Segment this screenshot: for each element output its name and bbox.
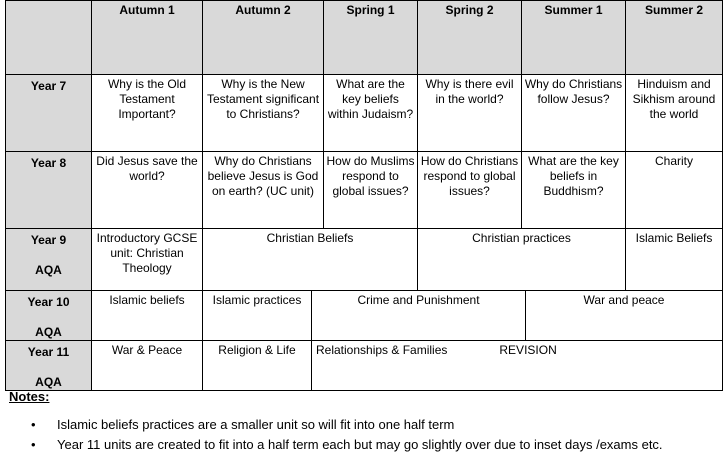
header-summer-2: Summer 2 [626,1,723,75]
year11-row [6,341,723,391]
year8-spring-1: How do Muslims respond to global issues? [324,152,418,229]
header-spring-1: Spring 1 [324,1,418,75]
note-item: • Year 11 units are created to fit into a half term each but may go slightly over due to inset days /exams etc. [10,435,663,455]
year8-autumn-2: Why do Christians believe Jesus is God on earth? (UC unit) [203,152,324,229]
year11-revision: REVISION [499,343,557,357]
year10-autumn-2: Islamic practices [203,291,312,341]
header-autumn-2: Autumn 2 [203,1,324,75]
header-spring-2: Spring 2 [418,1,522,75]
year11-spring-summer [312,341,723,391]
year9-exam-board: AQA [35,263,62,277]
year7-summer-2: Hinduism and Sikhism around the world [626,75,723,152]
year9-autumn-1: Introductory GCSE unit: Christian Theology [92,229,203,291]
year10-label: Year 10 [27,295,70,309]
curriculum-table-gcse [5,290,723,391]
year10-label-cell [6,291,92,341]
year11-relationships: Relationships & Families [316,343,448,357]
year10-row [6,291,723,341]
year10-crime-and-punishment: Crime and Punishment [312,291,526,341]
year8-summer-2: Charity [626,152,723,229]
year9-christian-beliefs: Christian Beliefs [203,229,418,291]
year11-autumn-1: War & Peace [92,341,203,391]
year10-war-and-peace: War and peace [526,291,723,341]
note-item: • Islamic beliefs practices are a smaller unit so will fit into one half term [10,415,663,435]
year9-label: Year 9 [30,233,67,247]
curriculum-table [5,0,723,291]
year7-autumn-1: Why is the Old Testament Important? [92,75,203,152]
notes-title: Notes: [9,389,50,404]
year7-spring-1: What are the key beliefs within Judaism? [324,75,418,152]
year7-autumn-2: Why is the New Testament significant to Christians? [203,75,324,152]
year8-label: Year 8 [6,152,92,229]
year9-label-cell [6,229,92,291]
year11-autumn-2: Religion & Life [203,341,312,391]
header-summer-1: Summer 1 [522,1,626,75]
year11-label: Year 11 [27,345,70,359]
year8-autumn-1: Did Jesus save the world? [92,152,203,229]
year11-exam-board: AQA [35,375,62,389]
header-row [6,1,723,75]
year8-spring-2: How do Christians respond to global issues? [418,152,522,229]
year8-summer-1: What are the key beliefs in Buddhism? [522,152,626,229]
header-autumn-1: Autumn 1 [92,1,203,75]
year10-autumn-1: Islamic beliefs [92,291,203,341]
year10-exam-board: AQA [35,325,62,339]
year8-row [6,152,723,229]
year11-label-cell [6,341,92,391]
year7-row [6,75,723,152]
notes-list [10,415,663,455]
year7-label: Year 7 [6,75,92,152]
year9-summer-2: Islamic Beliefs [626,229,723,291]
year9-christian-practices: Christian practices [418,229,626,291]
year9-row [6,229,723,291]
year7-summer-1: Why do Christians follow Jesus? [522,75,626,152]
year7-spring-2: Why is there evil in the world? [418,75,522,152]
corner-cell [6,1,92,75]
